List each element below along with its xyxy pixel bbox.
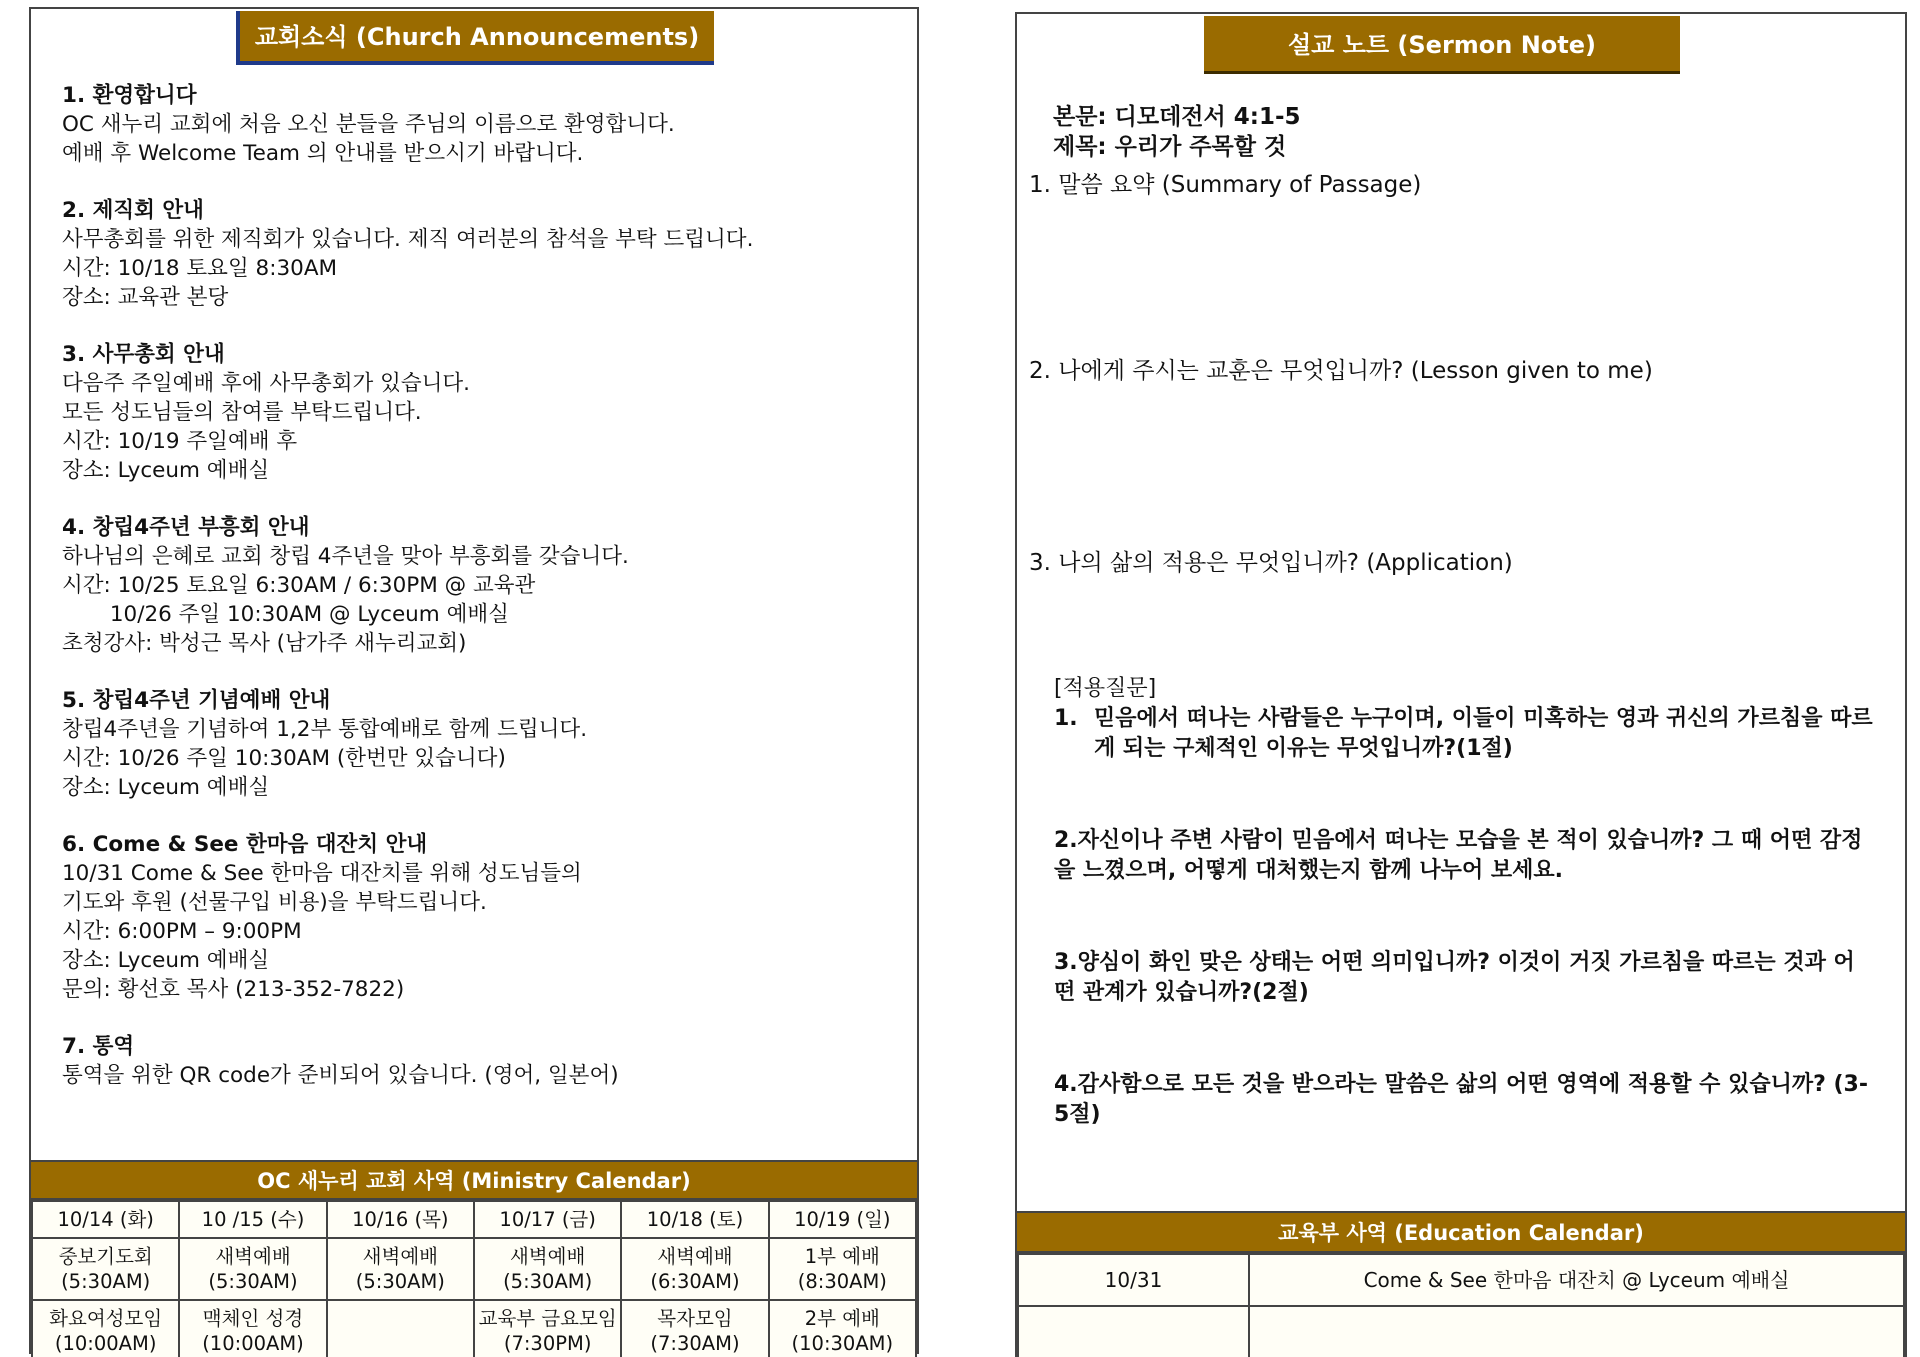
announcement-item <box>62 196 902 312</box>
calendar-event-name: 맥체인 성경 <box>202 1307 304 1330</box>
sermon-note-panel <box>1015 12 1907 1357</box>
announcement-title: 6. Come & See 한마음 대잔치 안내 <box>62 832 428 857</box>
announcement-line: 하나님의 은혜로 교회 창립 4주년을 맞아 부흥회를 갖습니다. <box>62 544 629 569</box>
calendar-event-cell <box>32 1300 179 1357</box>
education-date-cell: 10/31 <box>1018 1254 1249 1306</box>
calendar-date-cell: 10/17 (금) <box>474 1201 621 1238</box>
announcements-header: 교회소식 (Church Announcements) <box>236 11 714 65</box>
application-question: 4.감사함으로 모든 것을 받으라는 말씀은 삶의 어떤 영역에 적용할 수 있습니까? (3-5절) <box>1054 1072 1868 1127</box>
calendar-event-cell <box>32 1238 179 1300</box>
announcements-panel <box>29 7 919 1354</box>
calendar-event-name: 중보기도회 <box>58 1245 153 1268</box>
calendar-event-name: 새벽예배 <box>509 1245 586 1268</box>
calendar-event-name: 2부 예배 <box>804 1307 880 1330</box>
calendar-event-name: 새벽예배 <box>215 1245 291 1268</box>
education-calendar-table <box>1017 1253 1905 1357</box>
announcement-line: 10/31 Come & See 한마음 대잔치를 위해 성도님들의 <box>62 861 582 886</box>
announcement-line: 예배 후 Welcome Team 의 안내를 받으시기 바랍니다. <box>62 141 584 166</box>
calendar-event-cell <box>327 1238 474 1300</box>
application-label: [적용질문] <box>1054 676 1157 701</box>
announcement-line: OC 새누리 교회에 처음 오신 분들을 주님의 이름으로 환영합니다. <box>62 112 675 137</box>
announcement-line: 장소: Lyceum 예배실 <box>62 948 270 973</box>
calendar-event-cell <box>621 1300 768 1357</box>
application-question-number: 1. <box>1054 706 1078 731</box>
announcement-line: 시간: 10/25 토요일 6:30AM / 6:30PM @ 교육관 <box>62 573 536 598</box>
calendar-event-time: (7:30PM) <box>503 1332 592 1355</box>
sermon-passage-block <box>1053 102 1301 162</box>
application-question-text: 믿음에서 떠나는 사람들은 누구이며, 이들이 미혹하는 영과 귀신의 가르침을 따르게 되는 구체적인 이유는 무엇입니까?(1절) <box>1094 706 1873 761</box>
calendar-date-cell: 10 /15 (수) <box>179 1201 326 1238</box>
announcement-title: 2. 제직회 안내 <box>62 198 204 223</box>
education-date-cell <box>1018 1306 1249 1357</box>
announcement-item <box>62 81 902 168</box>
calendar-event-time: (5:30AM) <box>61 1270 151 1293</box>
announcement-line: 장소: 교육관 본당 <box>62 285 229 310</box>
announcement-line: 장소: Lyceum 예배실 <box>62 458 270 483</box>
announcement-title: 1. 환영합니다 <box>62 83 197 108</box>
calendar-event-name: 교육부 금요모임 <box>478 1307 617 1330</box>
calendar-event-name: 새벽예배 <box>657 1245 733 1268</box>
calendar-event-cell <box>474 1300 621 1357</box>
announcement-line: 창립4주년을 기념하여 1,2부 통합예배로 함께 드립니다. <box>62 717 588 742</box>
education-event-cell: Come & See 한마음 대잔치 @ Lyceum 예배실 <box>1249 1254 1904 1306</box>
sermon-note-header: 설교 노트 (Sermon Note) <box>1204 16 1680 74</box>
application-questions <box>1054 674 1874 1192</box>
announcement-line: 통역을 위한 QR code가 준비되어 있습니다. (영어, 일본어) <box>62 1063 619 1088</box>
question-application: 3. 나의 삶의 적용은 무엇입니까? (Application) <box>1029 550 1513 576</box>
education-event-cell <box>1249 1306 1904 1357</box>
calendar-event-time: (7:30AM) <box>650 1332 740 1355</box>
announcement-item <box>62 513 902 658</box>
announcement-line: 사무총회를 위한 제직회가 있습니다. 제직 여러분의 참석을 부탁 드립니다. <box>62 227 754 252</box>
calendar-event-time: (8:30AM) <box>797 1270 887 1293</box>
calendar-event-cell <box>769 1238 916 1300</box>
application-question: 2.자신이나 주변 사람이 믿음에서 떠나는 모습을 본 적이 있습니까? 그 때 어떤 감정을 느꼈으며, 어떻게 대처했는지 함께 나누어 보세요. <box>1054 828 1863 883</box>
announcement-line: 모든 성도님들의 참여를 부탁드립니다. <box>62 400 422 425</box>
calendar-event-name: 목자모임 <box>657 1307 733 1330</box>
ministry-calendar-table <box>31 1200 917 1357</box>
calendar-event-cell <box>327 1300 474 1357</box>
announcement-title: 5. 창립4주년 기념예배 안내 <box>62 688 331 713</box>
ministry-calendar-row <box>32 1300 916 1357</box>
calendar-date-cell: 10/19 (일) <box>769 1201 916 1238</box>
ministry-calendar-header: OC 새누리 교회 사역 (Ministry Calendar) <box>31 1160 917 1200</box>
question-lesson: 2. 나에게 주시는 교훈은 무엇입니까? (Lesson given to me) <box>1029 358 1653 384</box>
announcement-line: 시간: 6:00PM – 9:00PM <box>62 919 302 944</box>
calendar-event-name: 새벽예배 <box>362 1245 438 1268</box>
announcement-title: 3. 사무총회 안내 <box>62 342 225 367</box>
announcement-line: 초청강사: 박성근 목사 (남가주 새누리교회) <box>62 631 467 656</box>
announcement-line: 기도와 후원 (선물구입 비용)을 부탁드립니다. <box>62 890 487 915</box>
calendar-event-time: (10:00AM) <box>54 1332 157 1355</box>
announcement-line: 시간: 10/26 주일 10:30AM (한번만 있습니다) <box>62 746 506 771</box>
announcement-line: 10/26 주일 10:30AM @ Lyceum 예배실 <box>62 602 509 627</box>
education-calendar-header: 교육부 사역 (Education Calendar) <box>1017 1211 1905 1253</box>
announcement-line: 문의: 황선호 목사 (213-352-7822) <box>62 977 405 1002</box>
calendar-event-cell <box>179 1300 326 1357</box>
calendar-date-cell: 10/14 (화) <box>32 1201 179 1238</box>
ministry-calendar-dates-row <box>32 1201 916 1238</box>
question-summary: 1. 말씀 요약 (Summary of Passage) <box>1029 172 1422 198</box>
calendar-event-cell <box>621 1238 768 1300</box>
calendar-event-time: (5:30AM) <box>503 1270 593 1293</box>
announcement-title: 7. 통역 <box>62 1034 135 1059</box>
announcements-list <box>62 81 902 1118</box>
education-calendar-row <box>1018 1254 1904 1306</box>
application-question <box>1054 704 1874 764</box>
announcement-line: 시간: 10/19 주일예배 후 <box>62 429 298 454</box>
announcement-line: 장소: Lyceum 예배실 <box>62 775 270 800</box>
calendar-event-time: (6:30AM) <box>650 1270 740 1293</box>
education-calendar-row <box>1018 1306 1904 1357</box>
announcement-item <box>62 1032 902 1090</box>
announcement-item <box>62 340 902 485</box>
announcement-item <box>62 830 902 1004</box>
calendar-event-time: (10:30AM) <box>791 1332 894 1355</box>
calendar-event-time: (10:00AM) <box>202 1332 304 1355</box>
announcement-item <box>62 686 902 802</box>
calendar-event-name: 1부 예배 <box>804 1245 880 1268</box>
calendar-event-cell <box>179 1238 326 1300</box>
sermon-passage: 본문: 디모데전서 4:1-5 <box>1053 104 1301 130</box>
calendar-date-cell: 10/16 (목) <box>327 1201 474 1238</box>
announcement-title: 4. 창립4주년 부흥회 안내 <box>62 515 310 540</box>
calendar-date-cell: 10/18 (토) <box>621 1201 768 1238</box>
calendar-event-time: (5:30AM) <box>208 1270 298 1293</box>
announcement-line: 다음주 주일예배 후에 사무총회가 있습니다. <box>62 371 471 396</box>
announcement-line: 시간: 10/18 토요일 8:30AM <box>62 256 338 281</box>
calendar-event-cell <box>769 1300 916 1357</box>
calendar-event-time: (5:30AM) <box>355 1270 445 1293</box>
application-question: 3.양심이 화인 맞은 상태는 어떤 의미입니까? 이것이 거짓 가르침을 따르는 것과 어떤 관계가 있습니까?(2절) <box>1054 950 1855 1005</box>
calendar-event-cell <box>474 1238 621 1300</box>
calendar-event-name: 화요여성모임 <box>49 1307 163 1330</box>
ministry-calendar-row <box>32 1238 916 1300</box>
sermon-subject: 제목: 우리가 주목할 것 <box>1053 134 1287 160</box>
